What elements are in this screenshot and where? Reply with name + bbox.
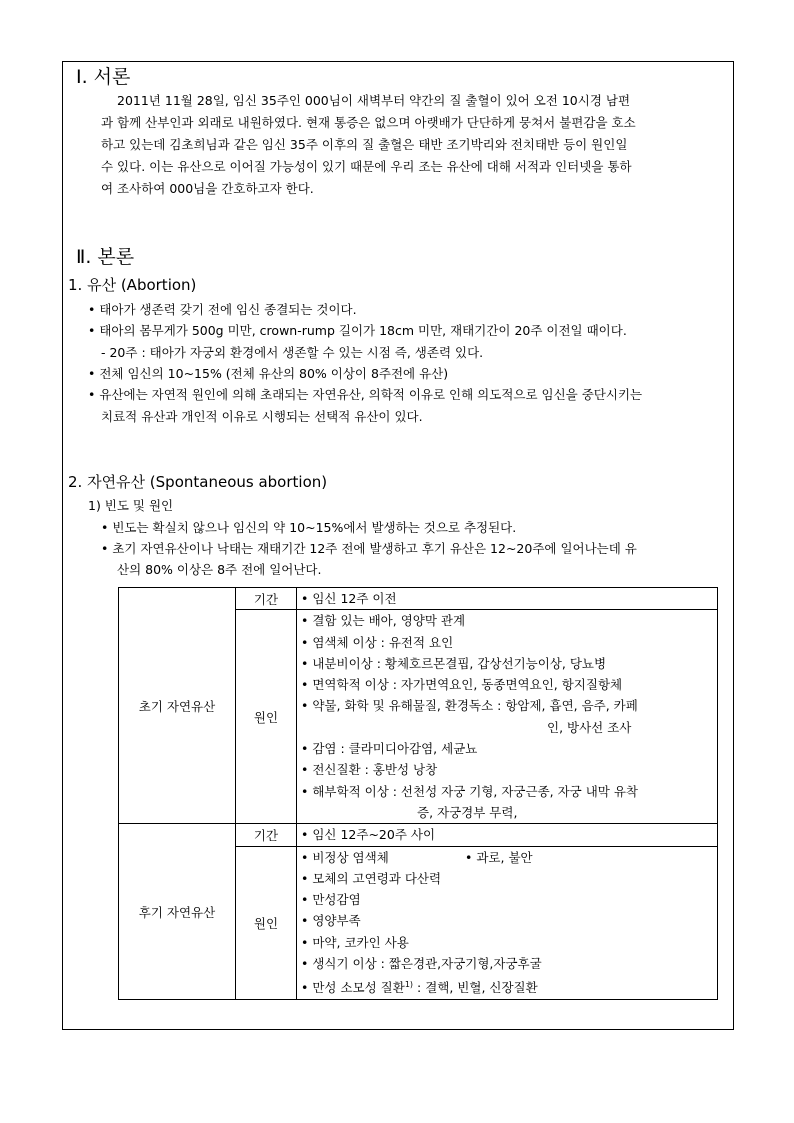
late-period-value: • 임신 12주~20주 사이 <box>297 824 718 846</box>
s1-item-6: 치료적 유산과 개인적 이유로 시행되는 선택적 유산이 있다. <box>101 409 423 424</box>
early-cause-1: • 결함 있는 배아, 영양막 관계 <box>301 613 466 629</box>
late-group-cell: 후기 자연유산 <box>119 824 236 1000</box>
late-cause-4: • 만성감염 <box>301 892 361 908</box>
body-heading: Ⅱ. 본론 <box>76 246 135 268</box>
intro-heading: Ⅰ. 서론 <box>76 66 131 88</box>
s1-item-5: • 유산에는 자연적 원인에 의해 초래되는 자연유산, 의학적 이유로 인해 의도적으로 임신을 중단시키는 <box>88 387 643 402</box>
section-1-title: 1. 유산 (Abortion) <box>68 276 197 294</box>
section-2-title: 2. 자연유산 (Spontaneous abortion) <box>68 473 328 491</box>
early-cause-6: • 감염 : 클라미디아감염, 세균뇨 <box>301 741 478 757</box>
s1-item-2: • 태아의 몸무게가 500g 미만, crown-rump 길이가 18cm 미만, 재태기간이 20주 이전일 때이다. <box>88 323 627 338</box>
s2-sub-heading: 1) 빈도 및 원인 <box>88 498 174 513</box>
early-cause-3: • 내분비이상 : 황체호르몬결핍, 갑상선기능이상, 당뇨병 <box>301 655 607 671</box>
abortion-cause-table <box>118 587 718 1000</box>
s2-item-1: • 빈도는 확실치 않으나 임신의 약 10~15%에서 발생하는 것으로 추정된다. <box>101 520 517 535</box>
s1-item-3: - 20주 : 태아가 자궁외 환경에서 생존할 수 있는 시점 즉, 생존력 있다. <box>101 345 484 360</box>
late-cause-label: 원인 <box>236 846 297 999</box>
intro-line-1: 2011년 11월 28일, 임신 35주인 000님이 새벽부터 약간의 질 출혈이 있어 오전 10시경 남편 <box>117 93 631 108</box>
late-cause-7: • 생식기 이상 : 짧은경관,자궁기형,자궁후굴 <box>301 956 542 972</box>
late-period-label: 기간 <box>236 824 297 846</box>
early-cause-8-cont: 증, 자궁경부 무력, <box>417 804 518 820</box>
s1-item-4: • 전체 임신의 10~15% (전체 유산의 80% 이상이 8주전에 유산) <box>88 366 449 381</box>
late-cause-6: • 마약, 코카인 사용 <box>301 934 409 950</box>
early-cause-2: • 염색체 이상 : 유전적 요인 <box>301 634 454 650</box>
early-cause-5: • 약물, 화학 및 유해물질, 환경독소 : 항암제, 흡연, 음주, 카페 <box>301 698 638 714</box>
early-group-cell: 초기 자연유산 <box>119 588 236 824</box>
intro-line-2: 과 함께 산부인과 외래로 내원하였다. 현재 통증은 없으며 아랫배가 단단하게 뭉쳐서 불편감을 호소 <box>101 115 636 130</box>
late-cause-1: • 비정상 염색체 <box>301 849 389 865</box>
s1-item-1: • 태아가 생존력 갖기 전에 임신 종결되는 것이다. <box>88 302 357 317</box>
intro-line-4: 수 있다. 이는 유산으로 이어질 가능성이 있기 때문에 우리 조는 유산에 대해 서적과 인터넷을 통하 <box>101 159 632 174</box>
intro-line-5: 여 조사하여 000님을 간호하고자 한다. <box>101 181 314 196</box>
late-cause-list <box>297 846 718 999</box>
late-cause-2: • 과로, 불안 <box>465 849 533 865</box>
early-period-label: 기간 <box>236 588 297 610</box>
early-cause-5-cont: 인, 방사선 조사 <box>547 719 632 735</box>
late-cause-row-1 <box>301 847 717 868</box>
s2-item-3: 산의 80% 이상은 8주 전에 일어난다. <box>117 562 322 577</box>
early-period-value: • 임신 12주 이전 <box>297 588 718 610</box>
late-cause-5: • 영양부족 <box>301 913 361 929</box>
early-cause-8: • 해부학적 이상 : 선천성 자궁 기형, 자궁근종, 자궁 내막 유착 <box>301 783 638 799</box>
intro-line-3: 하고 있는데 김초희님과 같은 임신 35주 이후의 질 출혈은 태반 조기박리와 전치태반 등이 원인일 <box>101 137 628 152</box>
early-cause-7: • 전신질환 : 홍반성 낭창 <box>301 762 438 778</box>
footnote-ref: 1) <box>404 980 414 990</box>
early-cause-label: 원인 <box>236 610 297 824</box>
early-cause-4: • 면역학적 이상 : 자가면역요인, 동종면역요인, 항지질항체 <box>301 677 623 693</box>
late-cause-8: • 만성 소모성 질환$^{1)}$ : 결핵, 빈혈, 신장질환 <box>301 980 538 996</box>
late-cause-3: • 모체의 고연령과 다산력 <box>301 870 442 886</box>
s2-item-2: • 초기 자연유산이나 낙태는 재태기간 12주 전에 발생하고 후기 유산은 12~20주에 일어나는데 유 <box>101 541 637 556</box>
early-cause-list <box>297 610 718 824</box>
